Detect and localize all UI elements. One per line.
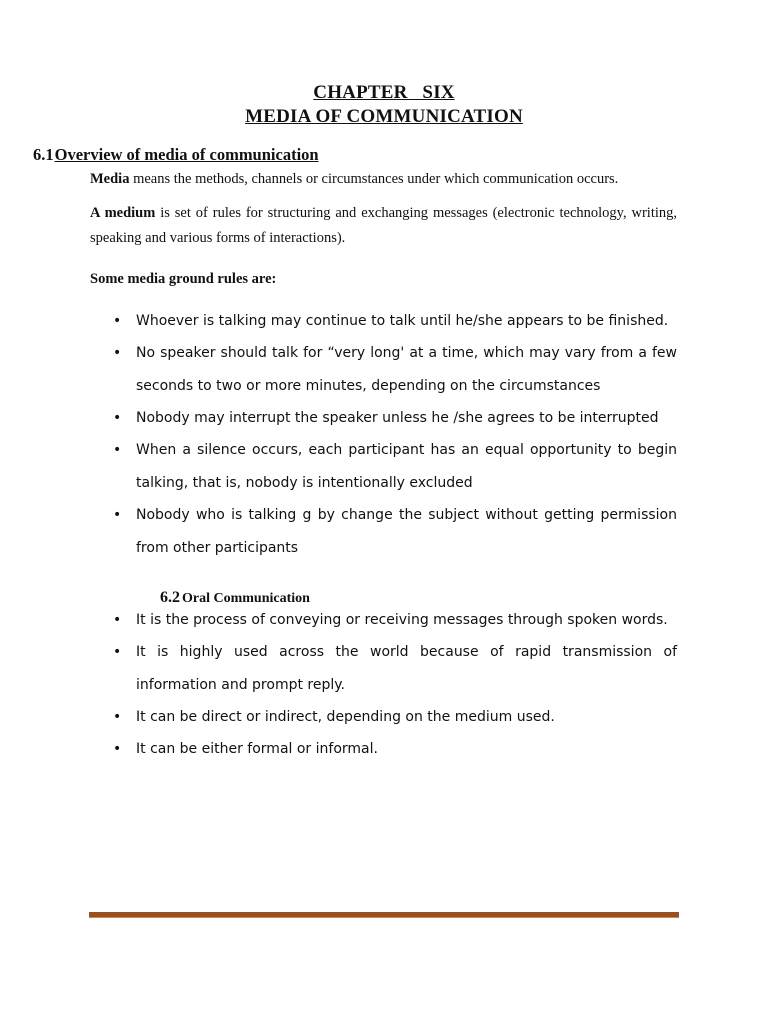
medium-definition-text: is set of rules for structuring and exchanging messages (electronic technology, writing, speaking and various forms of interactions).	[90, 205, 678, 246]
term-media: Media	[90, 171, 130, 187]
list-item: Nobody may interrupt the speaker unless he /she agrees to be interrupted	[136, 410, 659, 426]
list-item: It is highly used across the world because of rapid transmission of information and prompt reply.	[136, 644, 677, 693]
bullet-icon: •	[113, 410, 122, 426]
media-definition-paragraph	[90, 167, 677, 192]
bullet-icon: •	[113, 507, 122, 523]
list-item: It is the process of conveying or receiving messages through spoken words.	[136, 612, 668, 628]
list-item: No speaker should talk for “very long' at a time, which may vary from a few seconds to two or more minutes, depending on the circumstances	[136, 345, 677, 394]
list-item: When a silence occurs, each participant has an equal opportunity to begin talking, that is, nobody is intentionally excluded	[136, 442, 677, 491]
bullet-icon: •	[113, 345, 122, 361]
section-number: 6.2	[160, 589, 180, 606]
bullet-icon: •	[113, 313, 122, 329]
bullet-icon: •	[113, 612, 122, 628]
bullet-icon: •	[113, 709, 122, 725]
list-item: Nobody who is talking g by change the subject without getting permission from other participants	[136, 507, 677, 556]
list-item: It can be direct or indirect, depending on the medium used.	[136, 709, 555, 725]
bullet-icon: •	[113, 442, 122, 458]
section-title: Overview of media of communication	[54, 145, 319, 164]
chapter-number-heading: CHAPTER SIX	[313, 82, 455, 103]
list-item: It can be either formal or informal.	[136, 741, 378, 757]
bullet-icon: •	[113, 741, 122, 757]
section-6-1-heading	[33, 145, 319, 165]
ground-rules-heading: Some media ground rules are:	[90, 271, 277, 287]
list-item: Whoever is talking may continue to talk until he/she appears to be finished.	[136, 313, 669, 329]
bullet-icon: •	[113, 644, 122, 660]
medium-definition-paragraph	[90, 201, 677, 251]
term-medium: A medium	[90, 205, 156, 221]
footer-divider	[89, 912, 679, 918]
chapter-title-heading: MEDIA OF COMMUNICATION	[245, 106, 523, 127]
section-number: 6.1	[33, 145, 54, 164]
media-definition-text: means the methods, channels or circumstances under which communication occurs.	[129, 171, 619, 187]
section-title: Oral Communication	[182, 591, 310, 606]
